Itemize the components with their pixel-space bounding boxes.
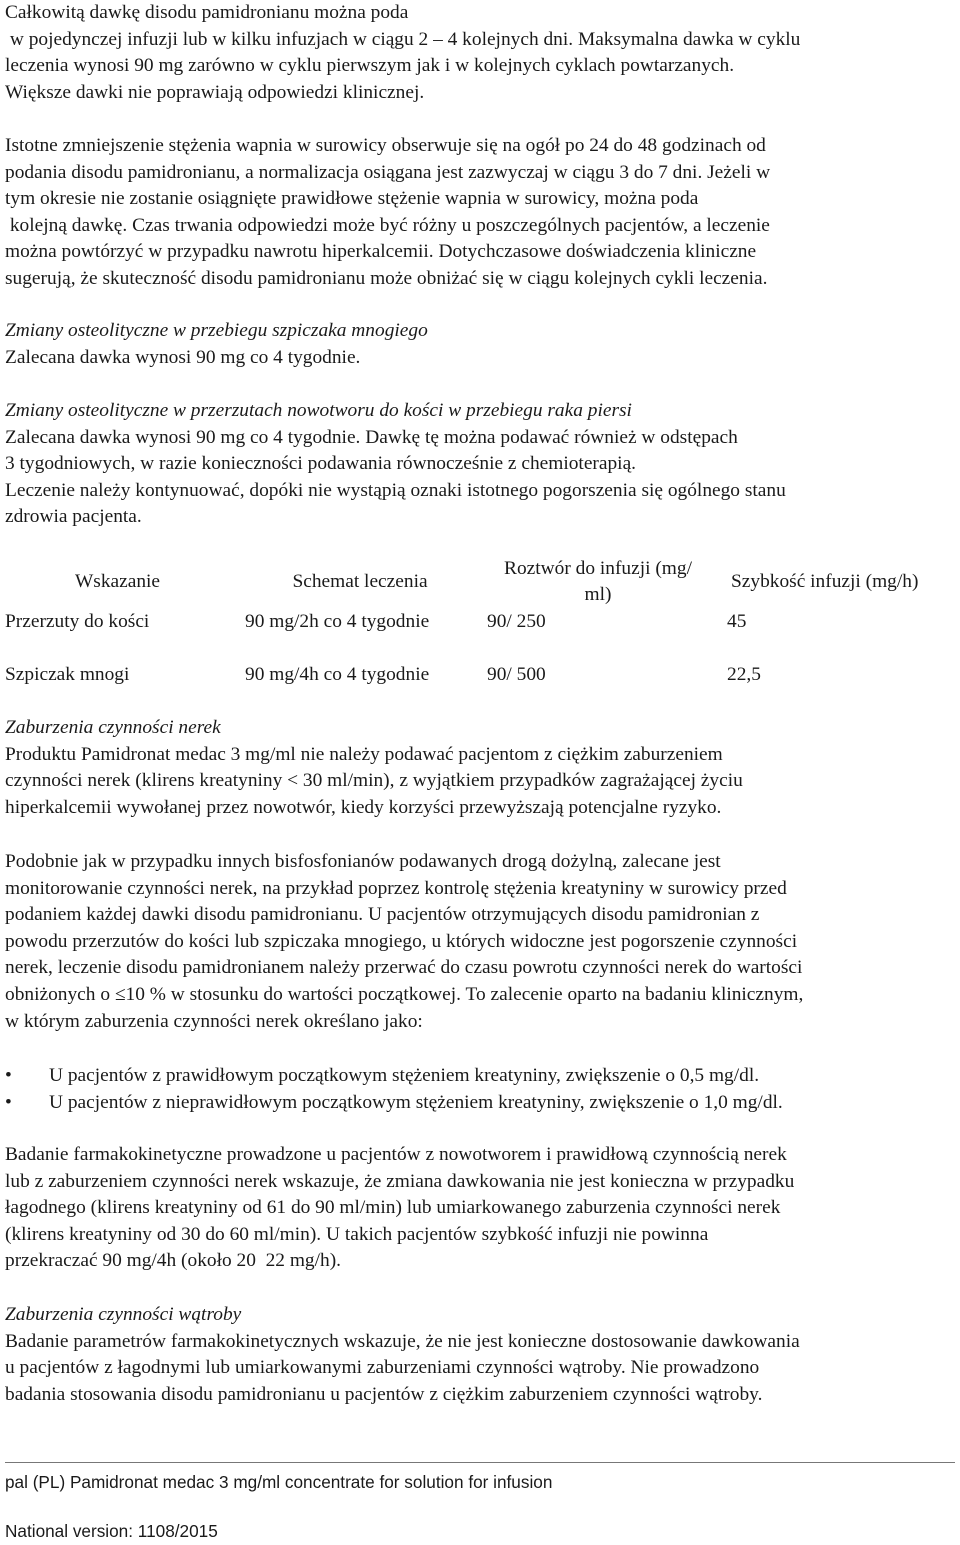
text-line: lub z zaburzeniem czynności nerek wskazuje, że zmiana dawkowania nie jest konieczna w przypadku (5, 1170, 795, 1192)
text-line: monitorowanie czynności nerek, na przykład poprzez kontrolę stężenia kreatyniny w surowicy przed (5, 877, 787, 899)
table-cell-schedule: 90 mg/2h co 4 tygodnie (245, 611, 430, 632)
text-line: badania stosowania disodu pamidronianu u pacjentów z ciężkim zaburzeniem czynności wątroby. (5, 1383, 763, 1405)
section-heading: Zmiany osteolityczne w przebiegu szpiczaka mnogiego (5, 320, 428, 341)
footer-version: National version: 1108/2015 (5, 1521, 218, 1541)
text-line: kolejną dawkę. Czas trwania odpowiedzi może być różny u poszczególnych pacjentów, a leczenie (5, 214, 770, 236)
header-solution: Roztwór do infuzji (mg/ (504, 558, 692, 579)
text-line: Leczenie należy kontynuować, dopóki nie wystąpią oznaki istotnego pogorszenia się ogólnego stanu (5, 479, 786, 501)
text-line: przekraczać 90 mg/4h (około 20 22 mg/h). (5, 1250, 342, 1272)
table-cell-indication: Szpiczak mnogi (5, 664, 130, 685)
section-heading: Zaburzenia czynności wątroby (5, 1304, 242, 1325)
text-line: tym okresie nie zostanie osiągnięte prawidłowe stężenie wapnia w surowicy, można poda (5, 188, 699, 210)
text-line: podaniem każdej dawki disodu pamidronianu. U pacjentów otrzymujących disodu pamidronian z (5, 904, 760, 926)
header-solution-cont: ml) (584, 584, 612, 605)
text-line: Większe dawki nie poprawiają odpowiedzi klinicznej. (5, 81, 425, 103)
renal-monitoring-paragraph (5, 849, 803, 1035)
table-cell-solution: 90/ 500 (487, 664, 546, 685)
myeloma-section (5, 318, 428, 371)
list-item (5, 1063, 955, 1090)
text-line: Badanie parametrów farmakokinetycznych wskazuje, że nie jest konieczne dostosowanie dawkowania (5, 1330, 800, 1352)
calcium-paragraph (5, 133, 770, 293)
text-line: hiperkalcemii wywołanej przez nowotwór, kiedy korzyści przewyższają potencjalne ryzyko. (5, 796, 722, 818)
breast-cancer-section (5, 398, 786, 531)
text-line: (klirens kreatyniny od 30 do 60 ml/min). U takich pacjentów szybkość infuzji nie powinna (5, 1223, 709, 1245)
text-line: leczenia wynosi 90 mg zarówno w cyklu pierwszym jak i w kolejnych cyklach powtarzanych. (5, 55, 735, 77)
text-line: u pacjentów z łagodnymi lub umiarkowanymi zaburzeniami czynności wątroby. Nie prowadzono (5, 1357, 760, 1379)
list-item (5, 1090, 955, 1117)
text-line: zdrowia pacjenta. (5, 506, 142, 528)
text-line: obniżonych o ≤10 % w stosunku do wartości początkowej. To zalecenie oparto na badaniu klinicznym, (5, 983, 804, 1005)
text-line: w którym zaburzenia czynności nerek określano jako: (5, 1010, 423, 1032)
bullet-icon: • (5, 1065, 12, 1086)
bullet-icon: • (5, 1092, 12, 1113)
text-line: Istotne zmniejszenie stężenia wapnia w surowicy obserwuje się na ogół po 24 do 48 godzinach od (5, 135, 766, 156)
text-line: Produktu Pamidronat medac 3 mg/ml nie należy podawać pacjentom z ciężkim zaburzeniem (5, 743, 723, 765)
header-schedule: Schemat leczenia (292, 571, 428, 592)
header-indication: Wskazanie (74, 571, 161, 592)
text-line: powodu przerzutów do kości lub szpiczaka mnogiego, u których widoczne jest pogorszenie czynności (5, 930, 798, 952)
table-cell-schedule: 90 mg/4h co 4 tygodnie (245, 664, 430, 685)
renal-section (5, 715, 743, 821)
intro-paragraph (5, 0, 800, 106)
dosage-table (5, 552, 960, 702)
text-line: można powtórzyć w przypadku nawrotu hiperkalcemii. Dotychczasowe doświadczenia kliniczne (5, 241, 757, 263)
section-heading: Zaburzenia czynności nerek (5, 717, 221, 738)
text-line: nerek, leczenie disodu pamidronianem należy przerwać do czasu powrotu czynności nerek do wartości (5, 957, 803, 979)
text-line: Badanie farmakokinetyczne prowadzone u pacjentów z nowotworem i prawidłową czynnością nerek (5, 1144, 787, 1165)
text-line: Całkowitą dawkę disodu pamidronianu można poda (5, 2, 409, 23)
text-line: Zalecana dawka wynosi 90 mg co 4 tygodnie. (5, 346, 361, 368)
text-line: Podobnie jak w przypadku innych bisfosfonianów podawanych drogą dożylną, zalecane jest (5, 851, 721, 872)
table-cell-indication: Przerzuty do kości (5, 611, 150, 632)
text-line: 3 tygodniowych, w razie konieczności podawania równocześnie z chemioterapią. (5, 453, 637, 475)
table-cell-solution: 90/ 250 (487, 611, 546, 632)
text-line: sugerują, że skuteczność disodu pamidronianu może obniżać się w ciągu kolejnych cykli leczenia. (5, 267, 768, 289)
footer-product: pal (PL) Pamidronat medac 3 mg/ml concentrate for solution for infusion (5, 1472, 553, 1492)
table-cell-rate: 45 (727, 611, 747, 632)
section-heading: Zmiany osteolityczne w przerzutach nowotworu do kości w przebiegu raka piersi (5, 400, 632, 421)
header-rate: Szybkość infuzji (mg/h) (731, 571, 919, 592)
text-line: Zalecana dawka wynosi 90 mg co 4 tygodnie. Dawkę tę można podawać również w odstępach (5, 426, 738, 448)
text-line: łagodnego (klirens kreatyniny od 61 do 90 ml/min) lub umiarkowanego zaburzenia czynności nerek (5, 1197, 781, 1219)
liver-section (5, 1302, 800, 1408)
text-line: podania disodu pamidronianu, a normalizacja osiągana jest zazwyczaj w ciągu 3 do 7 dni. Jeżeli w (5, 161, 771, 183)
list-item-text: U pacjentów z nieprawidłowym początkowym stężeniem kreatyniny, zwiększenie o 1,0 mg/dl. (49, 1092, 783, 1113)
footer-divider (5, 1462, 955, 1463)
table-cell-rate: 22,5 (727, 664, 761, 685)
text-line: w pojedynczej infuzji lub w kilku infuzjach w ciągu 2 – 4 kolejnych dni. Maksymalna dawka w cyklu (5, 28, 801, 50)
text-line: czynności nerek (klirens kreatyniny < 30 ml/min), z wyjątkiem przypadków zagrażającej życiu (5, 770, 743, 792)
list-item-text: U pacjentów z prawidłowym początkowym stężeniem kreatyniny, zwiększenie o 0,5 mg/dl. (49, 1065, 760, 1086)
pharmacokinetic-paragraph (5, 1142, 794, 1275)
